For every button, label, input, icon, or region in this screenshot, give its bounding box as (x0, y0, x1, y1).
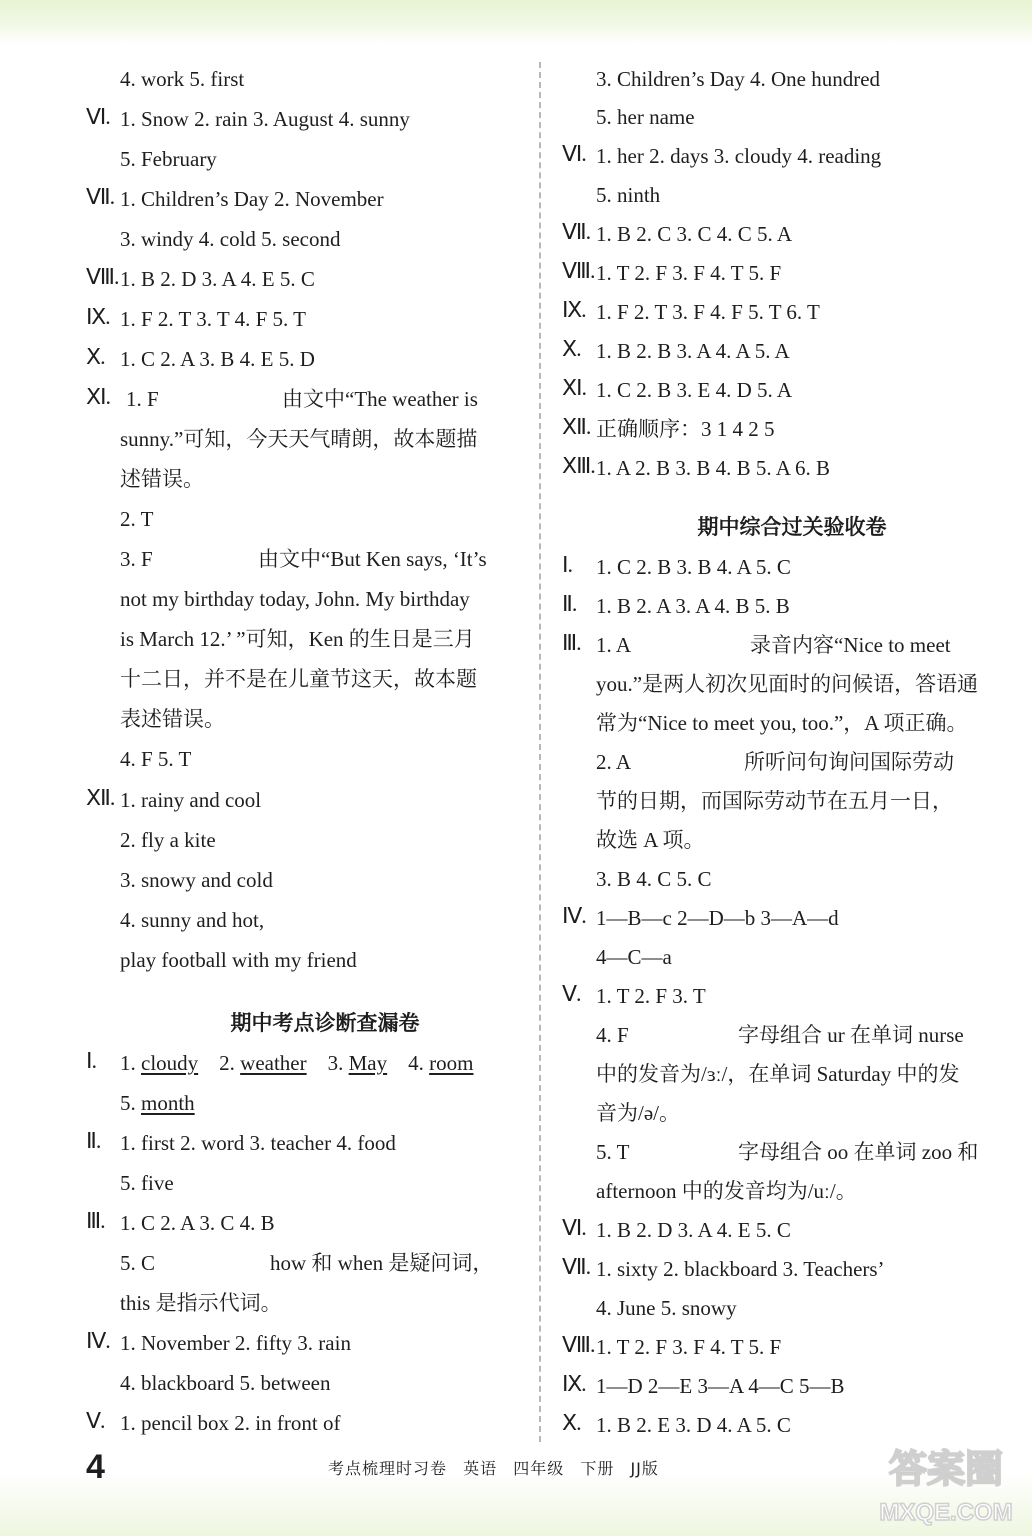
watermark-bottom-text: MXQE.COM (879, 1499, 1013, 1526)
section-numeral: Ⅵ. (562, 141, 586, 166)
explanation-text: 由文中“But Ken says, ‘It’s (258, 547, 487, 571)
section-title: 期中综合过关验收卷 (697, 515, 887, 539)
answer-line: 1. rainy and cool (120, 788, 262, 812)
section-numeral: Ⅸ. (86, 304, 110, 329)
section-numeral: Ⅳ. (86, 1328, 110, 1353)
answer-number: 1. F (126, 387, 159, 411)
section-numeral: Ⅱ. (86, 1128, 101, 1153)
explanation-text: 述错误。 (120, 467, 204, 491)
answer-line: 1. B 2. E 3. D 4. A 5. C (596, 1413, 791, 1437)
explanation-text: sunny.”可知，今天天气晴朗，故本题描 (120, 427, 478, 451)
answer-line: 1. B 2. D 3. A 4. E 5. C (596, 1218, 791, 1242)
answer-line: 1—B—c 2—D—b 3—A—d (596, 906, 839, 930)
section-numeral: Ⅴ. (562, 981, 581, 1006)
section-numeral: Ⅷ. (562, 258, 595, 283)
section-numeral: Ⅸ. (562, 1371, 586, 1396)
explanation-text: 所听问句询问国际劳动 (744, 750, 954, 774)
answer-line: 1. T 2. F 3. F 4. T 5. F (596, 1335, 782, 1359)
answer-number: 2. A (596, 750, 632, 774)
answer-line: 4. work 5. first (120, 67, 245, 91)
answer-line: 1. pencil box 2. in front of (120, 1411, 341, 1435)
footer-grade: 四年级 (513, 1459, 565, 1478)
watermark-top-text: 答案圈 (888, 1447, 1004, 1491)
explanation-text: 常为“Nice to meet you, too.”，A 项正确。 (596, 711, 968, 735)
explanation-text: 字母组合 oo 在单词 zoo 和 (738, 1140, 979, 1164)
section-numeral: Ⅴ. (86, 1408, 105, 1433)
section-numeral: Ⅰ. (86, 1048, 96, 1073)
section-numeral: Ⅶ. (562, 1254, 591, 1279)
explanation-text: you.”是两人初次见面时的问候语，答语通 (596, 672, 979, 696)
answer-line: 3. B 4. C 5. C (596, 867, 712, 891)
answer-line: 1. C 2. A 3. C 4. B (120, 1211, 275, 1235)
explanation-text: is March 12.’ ”可知，Ken 的生日是三月 (120, 627, 475, 651)
explanation-text: 故选 A 项。 (596, 828, 705, 852)
answer-line: 1. T 2. F 3. F 4. T 5. F (596, 261, 782, 285)
answer-number: 1. A (596, 633, 632, 657)
section-numeral: Ⅺ. (86, 384, 111, 409)
section-numeral: Ⅵ. (562, 1215, 586, 1240)
section-numeral: Ⅲ. (562, 630, 581, 655)
answer-line: play football with my friend (120, 948, 357, 972)
explanation-text: 中的发音为/ɜː/，在单词 Saturday 中的发 (596, 1062, 960, 1086)
answer-line: 3. snowy and cold (120, 868, 273, 892)
answer-line: 1. B 2. D 3. A 4. E 5. C (120, 267, 315, 291)
answer-line: 正确顺序：3 1 4 2 5 (596, 417, 775, 441)
answer-number: 3. F (120, 547, 153, 571)
answer-line: 5. five (120, 1171, 174, 1195)
footer-subject: 英语 (463, 1459, 498, 1478)
explanation-text: not my birthday today, John. My birthday (120, 587, 470, 611)
explanation-text: 节的日期，而国际劳动节在五月一日， (596, 789, 953, 813)
footer-edition: JJ版 (630, 1459, 659, 1478)
answer-line: 3. windy 4. cold 5. second (120, 227, 341, 251)
answer-line: 1. F 2. T 3. T 4. F 5. T (120, 307, 306, 331)
answer-number: 5. T (596, 1140, 630, 1164)
answer-line: 4. June 5. snowy (596, 1296, 737, 1320)
answer-number: 4. F (596, 1023, 629, 1047)
section-title: 期中考点诊断查漏卷 (230, 1011, 420, 1035)
section-numeral: Ⅰ. (562, 552, 572, 577)
explanation-text: afternoon 中的发音均为/uː/。 (596, 1179, 857, 1203)
section-numeral: Ⅸ. (562, 297, 586, 322)
answer-line: 4—C—a (596, 945, 672, 969)
section-numeral: Ⅹ. (86, 344, 105, 369)
answer-line: 1. C 2. B 3. B 4. A 5. C (596, 555, 791, 579)
section-numeral: Ⅶ. (562, 219, 591, 244)
answer-line: 1. cloudy 2. weather 3. May 4. room (120, 1051, 474, 1075)
answer-line: 1. B 2. B 3. A 4. A 5. A (596, 339, 790, 363)
explanation-text: 由文中“The weather is (282, 387, 478, 411)
answer-line: 5. February (120, 147, 217, 171)
answer-line: 1—D 2—E 3—A 4—C 5—B (596, 1374, 845, 1398)
answer-line: 5. month (120, 1091, 195, 1115)
explanation-text: 字母组合 ur 在单词 nurse (738, 1023, 964, 1047)
explanation-text: 十二日，并不是在儿童节这天，故本题 (120, 667, 477, 691)
answer-line: 3. Children’s Day 4. One hundred (596, 67, 881, 91)
answer-line: 2. T (120, 507, 154, 531)
answer-line: 4. F 5. T (120, 747, 192, 771)
section-numeral: Ⅹ. (562, 336, 581, 361)
footer-book-info (328, 1456, 659, 1479)
explanation-text: how 和 when 是疑问词， (270, 1251, 494, 1275)
section-numeral: Ⅻ. (562, 414, 591, 439)
explanation-text: 音为/ə/。 (596, 1101, 680, 1125)
section-numeral: Ⅺ. (562, 375, 587, 400)
section-numeral: Ⅷ. (562, 1332, 595, 1357)
answer-line: 1. T 2. F 3. T (596, 984, 706, 1008)
answer-line: 1. B 2. A 3. A 4. B 5. B (596, 594, 790, 618)
explanation-text: 录音内容“Nice to meet (750, 633, 951, 657)
section-numeral: Ⅻ. (86, 785, 115, 810)
answer-line: 4. blackboard 5. between (120, 1371, 331, 1395)
answer-line: 1. C 2. A 3. B 4. E 5. D (120, 347, 315, 371)
answer-line: 2. fly a kite (120, 828, 216, 852)
footer-book-title: 考点梳理时习卷 (328, 1459, 448, 1478)
answer-line: 1. her 2. days 3. cloudy 4. reading (596, 144, 882, 168)
section-numeral: Ⅷ. (86, 264, 119, 289)
explanation-text: this 是指示代词。 (120, 1291, 282, 1315)
section-numeral: Ⅱ. (562, 591, 577, 616)
section-numeral: ⅩⅢ. (562, 453, 595, 478)
answer-line: 1. B 2. C 3. C 4. C 5. A (596, 222, 793, 246)
section-numeral: Ⅵ. (86, 104, 110, 129)
top-decorative-band (0, 0, 1032, 44)
section-numeral: Ⅲ. (86, 1208, 105, 1233)
answer-line: 4. sunny and hot, (120, 908, 265, 932)
answer-line: 1. Children’s Day 2. November (120, 187, 384, 211)
column-divider (539, 62, 541, 1442)
answer-number: 5. C (120, 1251, 156, 1275)
answer-line: 1. C 2. B 3. E 4. D 5. A (596, 378, 793, 402)
section-numeral: Ⅹ. (562, 1410, 581, 1435)
answer-line: 1. sixty 2. blackboard 3. Teachers’ (596, 1257, 885, 1281)
watermark-logo (866, 1436, 1026, 1532)
section-numeral: Ⅶ. (86, 184, 115, 209)
footer-volume: 下册 (580, 1459, 615, 1478)
section-numeral: Ⅳ. (562, 903, 586, 928)
answer-line: 1. A 2. B 3. B 4. B 5. A 6. B (596, 456, 830, 480)
answer-line: 1. Snow 2. rain 3. August 4. sunny (120, 107, 410, 131)
answer-line: 5. her name (596, 105, 695, 129)
answer-line: 1. November 2. fifty 3. rain (120, 1331, 351, 1355)
answer-line: 1. first 2. word 3. teacher 4. food (120, 1131, 396, 1155)
answer-line: 5. ninth (596, 183, 661, 207)
explanation-text: 表述错误。 (120, 707, 225, 731)
answer-line: 1. F 2. T 3. F 4. F 5. T 6. T (596, 300, 820, 324)
page-number: 4 (86, 1448, 105, 1486)
